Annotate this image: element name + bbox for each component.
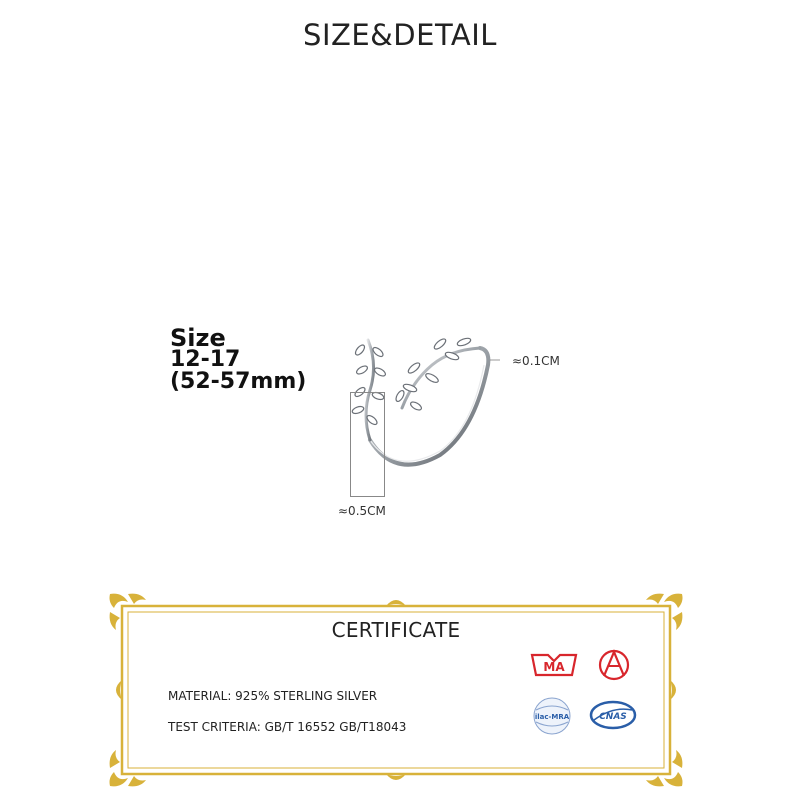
size-range: 12-17 bbox=[170, 347, 241, 372]
svg-text:MA: MA bbox=[543, 660, 565, 674]
svg-text:ilac-MRA: ilac-MRA bbox=[534, 713, 570, 721]
size-mm: (52-57mm) bbox=[170, 369, 307, 394]
ilac-mra-logo-icon bbox=[528, 696, 576, 736]
svg-text:CNAS: CNAS bbox=[599, 712, 627, 722]
cnas-logo-icon bbox=[588, 700, 638, 730]
certificate-title: CERTIFICATE bbox=[331, 618, 461, 642]
test-criteria-line: TEST CRITERIA: GB/T 16552 GB/T18043 bbox=[168, 720, 407, 734]
band-thickness-label: ≈0.1CM bbox=[512, 354, 560, 368]
width-measure-box bbox=[350, 392, 385, 497]
page-title: SIZE&DETAIL bbox=[303, 18, 497, 52]
size-info bbox=[170, 324, 307, 394]
ma-logo-icon bbox=[528, 651, 580, 679]
width-label: ≈0.5CM bbox=[338, 504, 386, 518]
material-line: MATERIAL: 925% STERLING SILVER bbox=[168, 689, 378, 703]
size-label: Size bbox=[170, 324, 226, 352]
ca-logo-icon bbox=[588, 648, 640, 682]
